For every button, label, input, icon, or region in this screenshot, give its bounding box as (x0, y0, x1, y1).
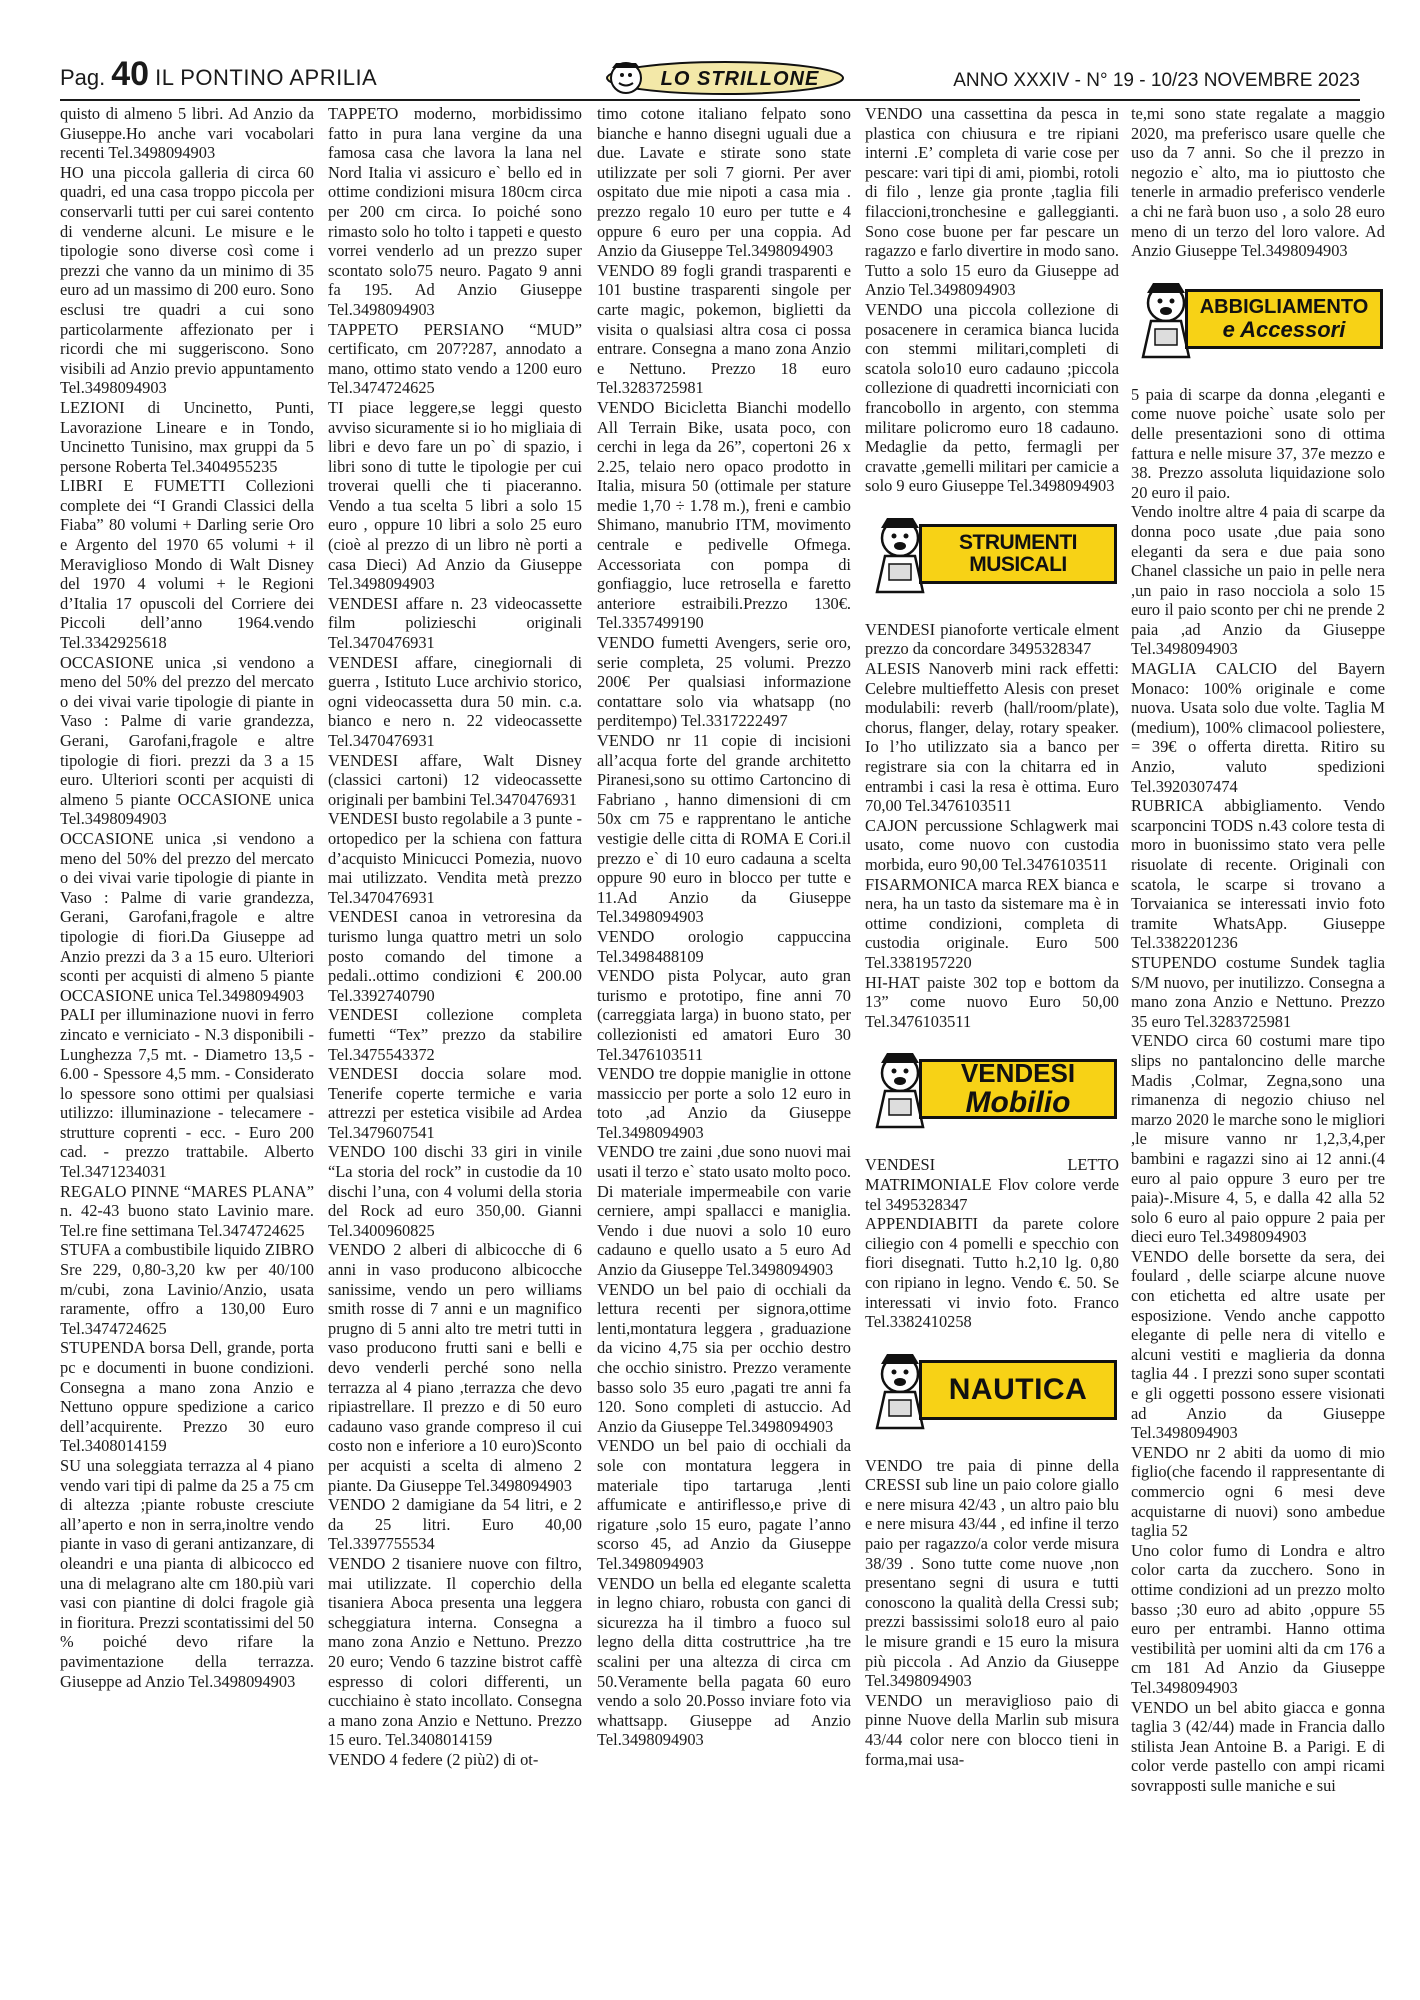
column-5 (1131, 104, 1385, 1796)
classified-ad: VENDESI affare, cinegiornali di guerra , Istituto Luce archivio storico, ogni videocassetta dura 50 min. c.a. bianco e nero n. 22 videocassette Tel.3470476931 (328, 652, 582, 750)
classified-ad: VENDO un bel paio di occhiali da sole con montatura leggera in materiale tipo tartaruga ,lenti affumicate e antiriflesso,e prive di rigature ,solo 15 euro, pagate l’anno scorso 45, ad Anzio da Giuseppe Tel.3498094903 (597, 1436, 851, 1573)
logo-text: LO STRILLONE (660, 68, 820, 90)
section-title-line: NAUTICA (948, 1372, 1088, 1406)
classified-ad: VENDO una piccola collezione di posacenere in ceramica bianca lucida con stemmi militari,completi di scatola solo10 euro cadauno ;piccola collezione di quadretti incorniciati con francobollo in argento, con stemma militare policromo euro 18 cadauno. Medaglie da petto, fermagli per cravatte ,gemelli militari per camicie a solo 9 euro Giuseppe Tel.3498094903 (865, 299, 1119, 496)
page-number: 40 (111, 55, 150, 93)
classified-ad: VENDESI doccia solare mod. Tenerife coperte termiche e varia attrezzi per estetica visibile ad Ardea Tel.3479607541 (328, 1064, 582, 1142)
publication-name: IL PONTINO APRILIA (155, 65, 378, 90)
classified-ad: FISARMONICA marca REX bianca e nera, ha un tasto da sistemare ma è in ottime condizioni, completa di custodia originale. Euro 500 Tel.3381957220 (865, 874, 1119, 972)
section-vendesi-mobilio (865, 1041, 1119, 1137)
classified-ad: VENDO delle borsette da sera, dei foulard , delle sciarpe alcune nuove con etichetta ed altre usate per esposizione. Vendo anche cappotto elegante di pelle nera di vitello e alcuni vestiti e maglieria da donna taglia 44 . I prezzi sono super scontati e gli oggetti possono essere visionati ad Anzio da Giuseppe Tel.3498094903 (1131, 1246, 1385, 1443)
section-title-line: Mobilio (965, 1086, 1071, 1120)
classified-ad: STUFA a combustibile liquido ZIBRO Sre 229, 0,80-3,20 kw per 40/100 m/cubi, zona Lavinio/Anzio, usata raramente, offro a 130,00 Euro Tel.3474724625 (60, 1240, 314, 1338)
section-title-line: ABBIGLIAMENTO (1199, 295, 1369, 318)
classified-ad: OCCASIONE unica ,si vendono a meno del 50% del prezzo del mercato o dei vivai varie tipologie di piante in Vaso : Palme di varie grandezza, Gerani, Garofani,fragole e altre tipologie di fiori. prezzi da 3 a 15 euro. Ulteriori sconti per acquisti di almeno 5 piante OCCASIONE unica Tel.3498094903 (60, 652, 314, 829)
classified-ad: VENDO 4 federe (2 più2) di ot- (328, 1749, 539, 1769)
classified-ad: VENDO 100 dischi 33 giri in vinile “La storia del rock” in custodie da 10 dischi l’una, con 4 volumi della storia del Rock ad euro 350,00. Gianni Tel.3400960825 (328, 1142, 582, 1240)
classified-ad: VENDESI affare n. 23 videocassette film polizieschi originali Tel.3470476931 (328, 593, 582, 653)
classified-ad: APPENDIABITI da parete colore ciliegio con 4 pomelli e specchio con fiori disegnati. Tutto h.2,10 lg. 0,80 con ripiano in legno. Vendo €. 50. Se interessati vi invio foto. Franco Tel.3382410258 (865, 1214, 1119, 1332)
section-banner (1185, 289, 1383, 349)
classified-ad: STUPENDO costume Sundek taglia S/M nuovo, per inutilizzo. Consegna a mano zona Anzio e Nettuno. Prezzo 35 euro Tel.3283725981 (1131, 952, 1385, 1031)
header-left (60, 55, 377, 94)
classified-ad: VENDESI collezione completa fumetti “Tex” prezzo da stabilire Tel.3475543372 (328, 1005, 582, 1064)
classified-ad: TI piace leggere,se leggi questo avviso sicuramente si io ho migliaia di libri e devo fare un po` di spazio, i libri sono di tutte le tipologie per cui troverai quelli che ti piaceranno. Vendo a tua scelta 5 libri a solo 15 euro , oppure 10 libri a solo 25 euro (cioè al prezzo di un libro nè porti a casa Dieci) Ad Anzio da Giuseppe Tel.3498094903 (328, 397, 582, 594)
classified-ad: VENDO un bella ed elegante scaletta in legno chiaro, robusta con ganci di sicurezza ha il timbro a fuoco sul legno della ditta costruttrice ,ha tre scalini per una altezza di circa cm 50.Veramente bella pagata 60 euro vendo a solo 20.Posso inviare foto via whattsapp. Giuseppe ad Anzio Tel.3498094903 (597, 1573, 851, 1750)
classified-ad: OCCASIONE unica ,si vendono a meno del 50% del prezzo del mercato o dei vivai varie tipologie di piante in Vaso : Palme di varie grandezza, Gerani, Garofani,fragole e altre tipologie di fiori.Da Giuseppe ad Anzio prezzi da 3 a 15 euro. Ulteriori sconti per acquisti di almeno 5 piante OCCASIONE unica Tel.3498094903 (60, 828, 314, 1005)
classified-ad: quisto di almeno 5 libri. Ad Anzio da Giuseppe.Ho anche vari vocabolari recenti Tel.3498094903 (60, 104, 314, 163)
section-banner (919, 1360, 1117, 1420)
classified-ad: HI-HAT paiste 302 top e bottom da 13” come nuovo Euro 50,00 Tel.3476103511 (865, 972, 1119, 1031)
classified-ad: VENDO orologio cappuccina Tel.3498488109 (597, 926, 851, 966)
classified-ad: VENDO circa 60 costumi mare tipo slips no pantaloncino delle marche Madis ,Colmar, Zegna,sono una rimanenza di negozio chiuso nel marzo 2020 le marche sono le migliori ,le misure vanno nr 1,2,3,4,per bambini e ragazzi sino ai 12 anni.(4 euro al paio oppure 3 euro per tre paia)-.Misure 4, 5, e dalla 42 alla 52 solo 6 euro al paio oppure 2 paia per dieci euro Tel.3498094903 (1131, 1031, 1385, 1247)
classified-ad: 5 paia di scarpe da donna ,eleganti e come nuove poiche` usate solo per delle presentazioni sono di ottima fattura e nelle misure 37, 37e mezzo e 38. Prezzo assoluta liquidazione solo 20 euro il paio. (1131, 384, 1385, 502)
section-banner (919, 1059, 1117, 1119)
classified-ad: VENDESI affare, Walt Disney (classici cartoni) 12 videocassette originali per bambini Tel.3470476931 (328, 750, 582, 809)
classified-ad: timo cotone italiano felpato sono bianche e hanno disegni uguali due a due. Lavate e stirate sono state utilizzate per soli 7 giorni. Per aver ospitato due mie nipoti a casa mia . prezzo regalo 10 euro per tutte e 4 oppure 6 euro per una coppia. Ad Anzio da Giuseppe Tel.3498094903 (597, 104, 851, 261)
page-label: Pag. (60, 65, 106, 90)
classified-ad: VENDO una cassettina da pesca in plastica con chiusura e tre ripiani interni .E’ completa di varie cose per pescare: vari tipi di ami, piombi, rotoli di filo , lenze gia pronte ,taglia fili filaccioni,tronchesine e galleggianti. Sono cose buone per far pescare un ragazzo e farlo divertire in modo sano. Tutto a solo 15 euro da Giuseppe ad Anzio Tel.3498094903 (865, 104, 1119, 300)
classified-ad: LEZIONI di Uncinetto, Punti, Lavorazione Lineare e in Tondo, Uncinetto Tunisino, max gruppi da 5 persone Roberta Tel.3404955235 (60, 397, 314, 476)
classified-ad: VENDO un bel abito giacca e gonna taglia 3 (42/44) made in Francia dallo stilista Jean Antoine B. a Parigi. E di color verde pastello con ampi ricami sovrapposti sulle maniche e sui (1131, 1697, 1385, 1795)
section-nautica (865, 1342, 1119, 1438)
classified-ad: VENDO Bicicletta Bianchi modello All Terrain Bike, usata poco, con cerchi in lega da 26”, copertoni 26 x 2.25, telaio nero opaco prodotto in Italia, misura 50 (ottimale per stature medie 1,70 ÷ 1.78 m.), freni e cambio Shimano, manubrio ITM, movimento centrale e pedivelle Ofmega. Accessoriata con pompa di gonfiaggio, luce retrosella e faretto anteriore estraibili.Prezzo 130€. Tel.3357499190 (597, 397, 851, 633)
classified-ad: VENDESI pianoforte verticale elment prezzo da concordare 3495328347 (865, 619, 1119, 659)
classified-ad: MAGLIA CALCIO del Bayern Monaco: 100% originale e come nuova. Usata solo due volte. Taglia M (medium), 100% climacool poliestere, = 39€ o offerta diretta. Ritiro su Anzio, valuto spedizioni Tel.3920307474 (1131, 659, 1385, 796)
header-rule (60, 99, 1360, 101)
classified-ad: VENDO tre zaini ,due sono nuovi mai usati il terzo e` stato usato molto poco. Di materiale impermeabile con varie cerniere, ampi spallacci e maniglia. Vendo i due nuovi a solo 10 euro cadauno e quello usato a 5 euro Ad Anzio da Giuseppe Tel.3498094903 (597, 1142, 851, 1280)
classified-ad: VENDO nr 11 copie di incisioni all’acqua forte del grande architetto Piranesi,sono su ottimo Cartoncino di Fabriano , hanno dimensioni di cm 50x cm 75 e rapprentano le antiche vestigie delle citta di ROMA E Cori.il prezzo e` di 10 euro cadauna a scelta oppure 90 euro in blocco per tutte e 11.Ad Anzio da Giuseppe Tel.3498094903 (597, 731, 851, 927)
column-4 (865, 104, 1119, 1769)
classified-ad: VENDESI LETTO MATRIMONIALE Flov colore verde tel 3495328347 (865, 1155, 1119, 1214)
lo-strillone-logo (600, 58, 850, 98)
classified-ad: VENDO un bel paio di occhiali da lettura recenti per signora,ottime lenti,montatura leggera , graduazione da vicino 4,75 sia per occhio destro che occhio sinistro. Prezzo veramente basso solo 35 euro ,pagati tre anni fa 120. Sono completi di astuccio. Ad Anzio da Giuseppe Tel.3498094903 (597, 1279, 851, 1436)
classified-ad: STUPENDA borsa Dell, grande, porta pc e documenti in buone condizioni. Consegna a mano zona Anzio e Nettuno oppure spedizione a carico dell’acquirente. Prezzo 30 euro Tel.3408014159 (60, 1338, 314, 1456)
section-title-line: STRUMENTI (959, 530, 1077, 554)
classified-ad: VENDO 2 tisaniere nuove con filtro, mai utilizzate. Il coperchio della tisaniera Aboca presenta una leggera scheggiatura interna. Consegna a mano zona Anzio e Nettuno. Prezzo 20 euro; Vendo 6 tazzine bistrot caffè espresso di colori differenti, un cucchiaino è stato incollato. Consegna a mano zona Anzio e Nettuno. Prezzo 15 euro. Tel.3408014159 (328, 1553, 582, 1750)
classified-ad: Uno color fumo di Londra e altro color carta da zucchero. Sono in ottime condizioni ad un prezzo molto basso ;30 euro ad abito ,oppure 55 euro per entrambi. Hanno ottima vestibilità per uomini alti da cm 176 a cm 181 Ad Anzio da Giuseppe Tel.3498094903 (1131, 1540, 1385, 1697)
classified-ad: VENDO pista Polycar, auto gran turismo e prototipo, fine anni 70 (carreggiata larga) in buono stato, per collezionisti ed amatori Euro 30 Tel.3476103511 (597, 966, 851, 1064)
classified-ad: VENDO tre doppie maniglie in ottone massiccio per porte a solo 12 euro in toto ,ad Anzio da Giuseppe Tel.3498094903 (597, 1064, 851, 1142)
classified-ad: HO una piccola galleria di circa 60 quadri, ed una casa troppo piccola per conservarli tutti per cui sarei contento di venderne alcuni. Le misure e le tipologie sono diverse così come i prezzi che vanno da un minimo di 35 euro ad un massimo di 200 euro. Sono esclusi tre quadri a cui sono particolarmente affezionato per i ricordi che mi suggeriscono. Sono visibili ad Anzio previo appuntamento Tel.3498094903 (60, 162, 314, 398)
issue-info: ANNO XXXIV - N° 19 - 10/23 NOVEMBRE 2023 (953, 70, 1360, 91)
section-banner (919, 524, 1117, 584)
classified-ad: REGALO PINNE “MARES PLANA” n. 42-43 buono stato Lavinio mare. Tel.re fine settimana Tel.3474724625 (60, 1181, 314, 1240)
section-strumenti-musicali (865, 506, 1119, 602)
page-header (60, 55, 1360, 98)
classified-ad: ALESIS Nanoverb mini rack effetti: Celebre multieffetto Alesis con preset modulabili: reverb (hall/room/plate), chorus, flanger, delay, rotary speaker. Io l’ho utilizzato sia a banco per registrare sia con la chitarra ed in entrambi i casi la resa è ottima. Euro 70,00 Tel.3476103511 (865, 659, 1119, 816)
classified-ad: VENDO 2 alberi di albicocche di 6 anni in vaso producono albicocche sanissime, vendo un pero williams smith rosse di 7 anni e un magnifico prugno di 5 anni alto tre metri tutti in vaso producono frutti sani e belli e devo venderli perché sono nella terrazza al 4 piano ,terrazza che devo ripiastrellare. Il prezzo e di 50 euro cadauno vaso grande compreso il cui costo non e inferiore a 10 euro)Sconto per acquisti a scelta di almeno 2 piante. Da Giuseppe Tel.3498094903 (328, 1240, 582, 1495)
classified-ad: Vendo inoltre altre 4 paia di scarpe da donna poco usate ,due paia sono eleganti da sera e due paia sono Chanel classiche un paio in pelle nera ,un paio in raso nocciola a solo 15 euro il paio sconto per chi ne prende 2 paia ,ad Anzio da Giuseppe Tel.3498094903 (1131, 502, 1385, 659)
classified-ad: VENDESI canoa in vetroresina da turismo lunga quattro metri un solo posto comando del timone a pedali..ottimo condizioni € 200.00 Tel.3392740790 (328, 907, 582, 1005)
classified-ad: SU una soleggiata terrazza al 4 piano vendo vari tipi di palme da 25 a 75 cm di altezza ;piante robuste cresciute all’aperto e non in serra,inoltre vendo piante in vaso di gerani antizanzare, di oleandri e una pianta di albicocco ed una di melagrano alte cm 180.più vari vasi con piantine di dolci fragole già in fioritura. Prezzi scontatissimi del 50 % poiché devo rifare la pavimentazione della terrazza. Giuseppe ad Anzio Tel.3498094903 (60, 1455, 314, 1691)
classified-ad: VENDO tre paia di pinne della CRESSI sub line un paio colore giallo e nere misura 42/43 , un altro paio blu e nere misura 43/44 , ed infine il terzo paio per ragazzo/a color verde misura 38/39 . Sono tutte come nuove ,non presentano segni di usura e tutti conoscono la qualità della Cressi sub; prezzi bassissimi solo18 euro al paio le misure grandi e 15 euro la misura più piccola . Ad Anzio da Giuseppe Tel.3498094903 (865, 1455, 1119, 1691)
section-title-line: VENDESI (960, 1057, 1076, 1088)
classified-ad: TAPPETO PERSIANO “MUD” certificato, cm 207?287, annodato a mano, ottimo stato vendo a 1200 euro Tel.3474724625 (328, 319, 582, 398)
section-title-line: MUSICALI (969, 552, 1067, 576)
column-1 (60, 104, 314, 1691)
classified-ad: PALI per illuminazione nuovi in ferro zincato e verniciato - N.3 disponibili - Lunghezza 7,5 mt. - Diametro 13,5 - 6.00 - Spessore 4,5 mm. - Considerato lo spessore sono ottimi per qualsiasi utilizzo: illuminazione - telecamere - strutture coprenti - ecc. - Euro 200 cad. - prezzo trattabile. Alberto Tel.3471234031 (60, 1005, 314, 1182)
classified-ad: VENDO 2 damigiane da 54 litri, e 2 da 25 litri. Euro 40,00 Tel.3397755534 (328, 1495, 582, 1554)
section-abbigliamento (1131, 271, 1385, 367)
column-2 (328, 104, 582, 1769)
classified-ad: LIBRI E FUMETTI Collezioni complete dei “I Grandi Classici della Fiaba” 80 volumi + Darling serie Oro e Argento del 1970 65 volumi + il Meraviglioso Mondo di Walt Disney del 1970 4 volumi + le Regioni d’Italia 17 opuscoli del Corriere dei Piccoli dell’anno 1964.vendo Tel.3342925618 (60, 476, 314, 653)
column-3 (597, 104, 851, 1750)
classified-ad: CAJON percussione Schlagwerk mai usato, come nuovo con custodia morbida, euro 90,00 Tel.3476103511 (865, 815, 1119, 874)
classified-ad: VENDO fumetti Avengers, serie oro, serie completa, 25 volumi. Prezzo 200€ Per qualsiasi informazione contattare solo via whatsapp (no perditempo) Tel.3317222497 (597, 633, 851, 731)
classified-ad: VENDO 89 fogli grandi trasparenti e 101 bustine trasparenti singole per carte magic, pokemon, biglietti da visita o qualsiasi altra cosa ci possa entrare. Consegna a mano zona Anzio e Nettuno. Prezzo 18 euro Tel.3283725981 (597, 260, 851, 398)
section-title-line: e Accessori (1222, 316, 1346, 342)
classified-ad: VENDO un meraviglioso paio di pinne Nuove della Marlin sub misura 43/44 color nere con blocco tieni in forma,mai usa- (865, 1690, 1119, 1769)
classified-ad: RUBRICA abbigliamento. Vendo scarponcini TODS n.43 colore testa di moro in buonissimo stato vera pelle risuolate di recente. Originali con scatola, le scarpe si trovano a Torvaianica se interessati invio foto tramite WhatsApp. Giuseppe Tel.3382201236 (1131, 796, 1385, 953)
classified-ad: VENDO nr 2 abiti da uomo di mio figlio(che facendo il rappresentante di commercio ogni 6 mesi deve acquistarne di nuovi) sono ambedue taglia 52 (1131, 1442, 1385, 1541)
classified-ad: VENDESI busto regolabile a 3 punte - ortopedico per la schiena con fattura d’acquisto Minicucci Pomezia, nuovo mai utilizzato. Vendita metà prezzo Tel.3470476931 (328, 809, 582, 907)
classified-ad: TAPPETO moderno, morbidissimo fatto in pura lana vergine da una famosa casa che lavora la lana nel Nord Italia vi assicuro e` bello ed in ottime condizioni misura 180cm circa per 200 cm circa. Io poiché sono rimasto solo ho tolto i tappeti e questo vorrei venderlo ad un prezzo super scontato solo75 neuro. Pagato 9 anni fa 195. Ad Anzio Giuseppe Tel.3498094903 (328, 104, 582, 319)
classified-ad: te,mi sono state regalate a maggio 2020, ma preferisco usare quelle che uso da 7 anni. So che il prezzo in negozio e` alto, ma io piuttosto che tenerle in armadio preferisco venderle a chi ne farà buon uso , a solo 28 euro meno di un terzo del loro valore. Ad Anzio Giuseppe Tel.3498094903 (1131, 104, 1385, 261)
